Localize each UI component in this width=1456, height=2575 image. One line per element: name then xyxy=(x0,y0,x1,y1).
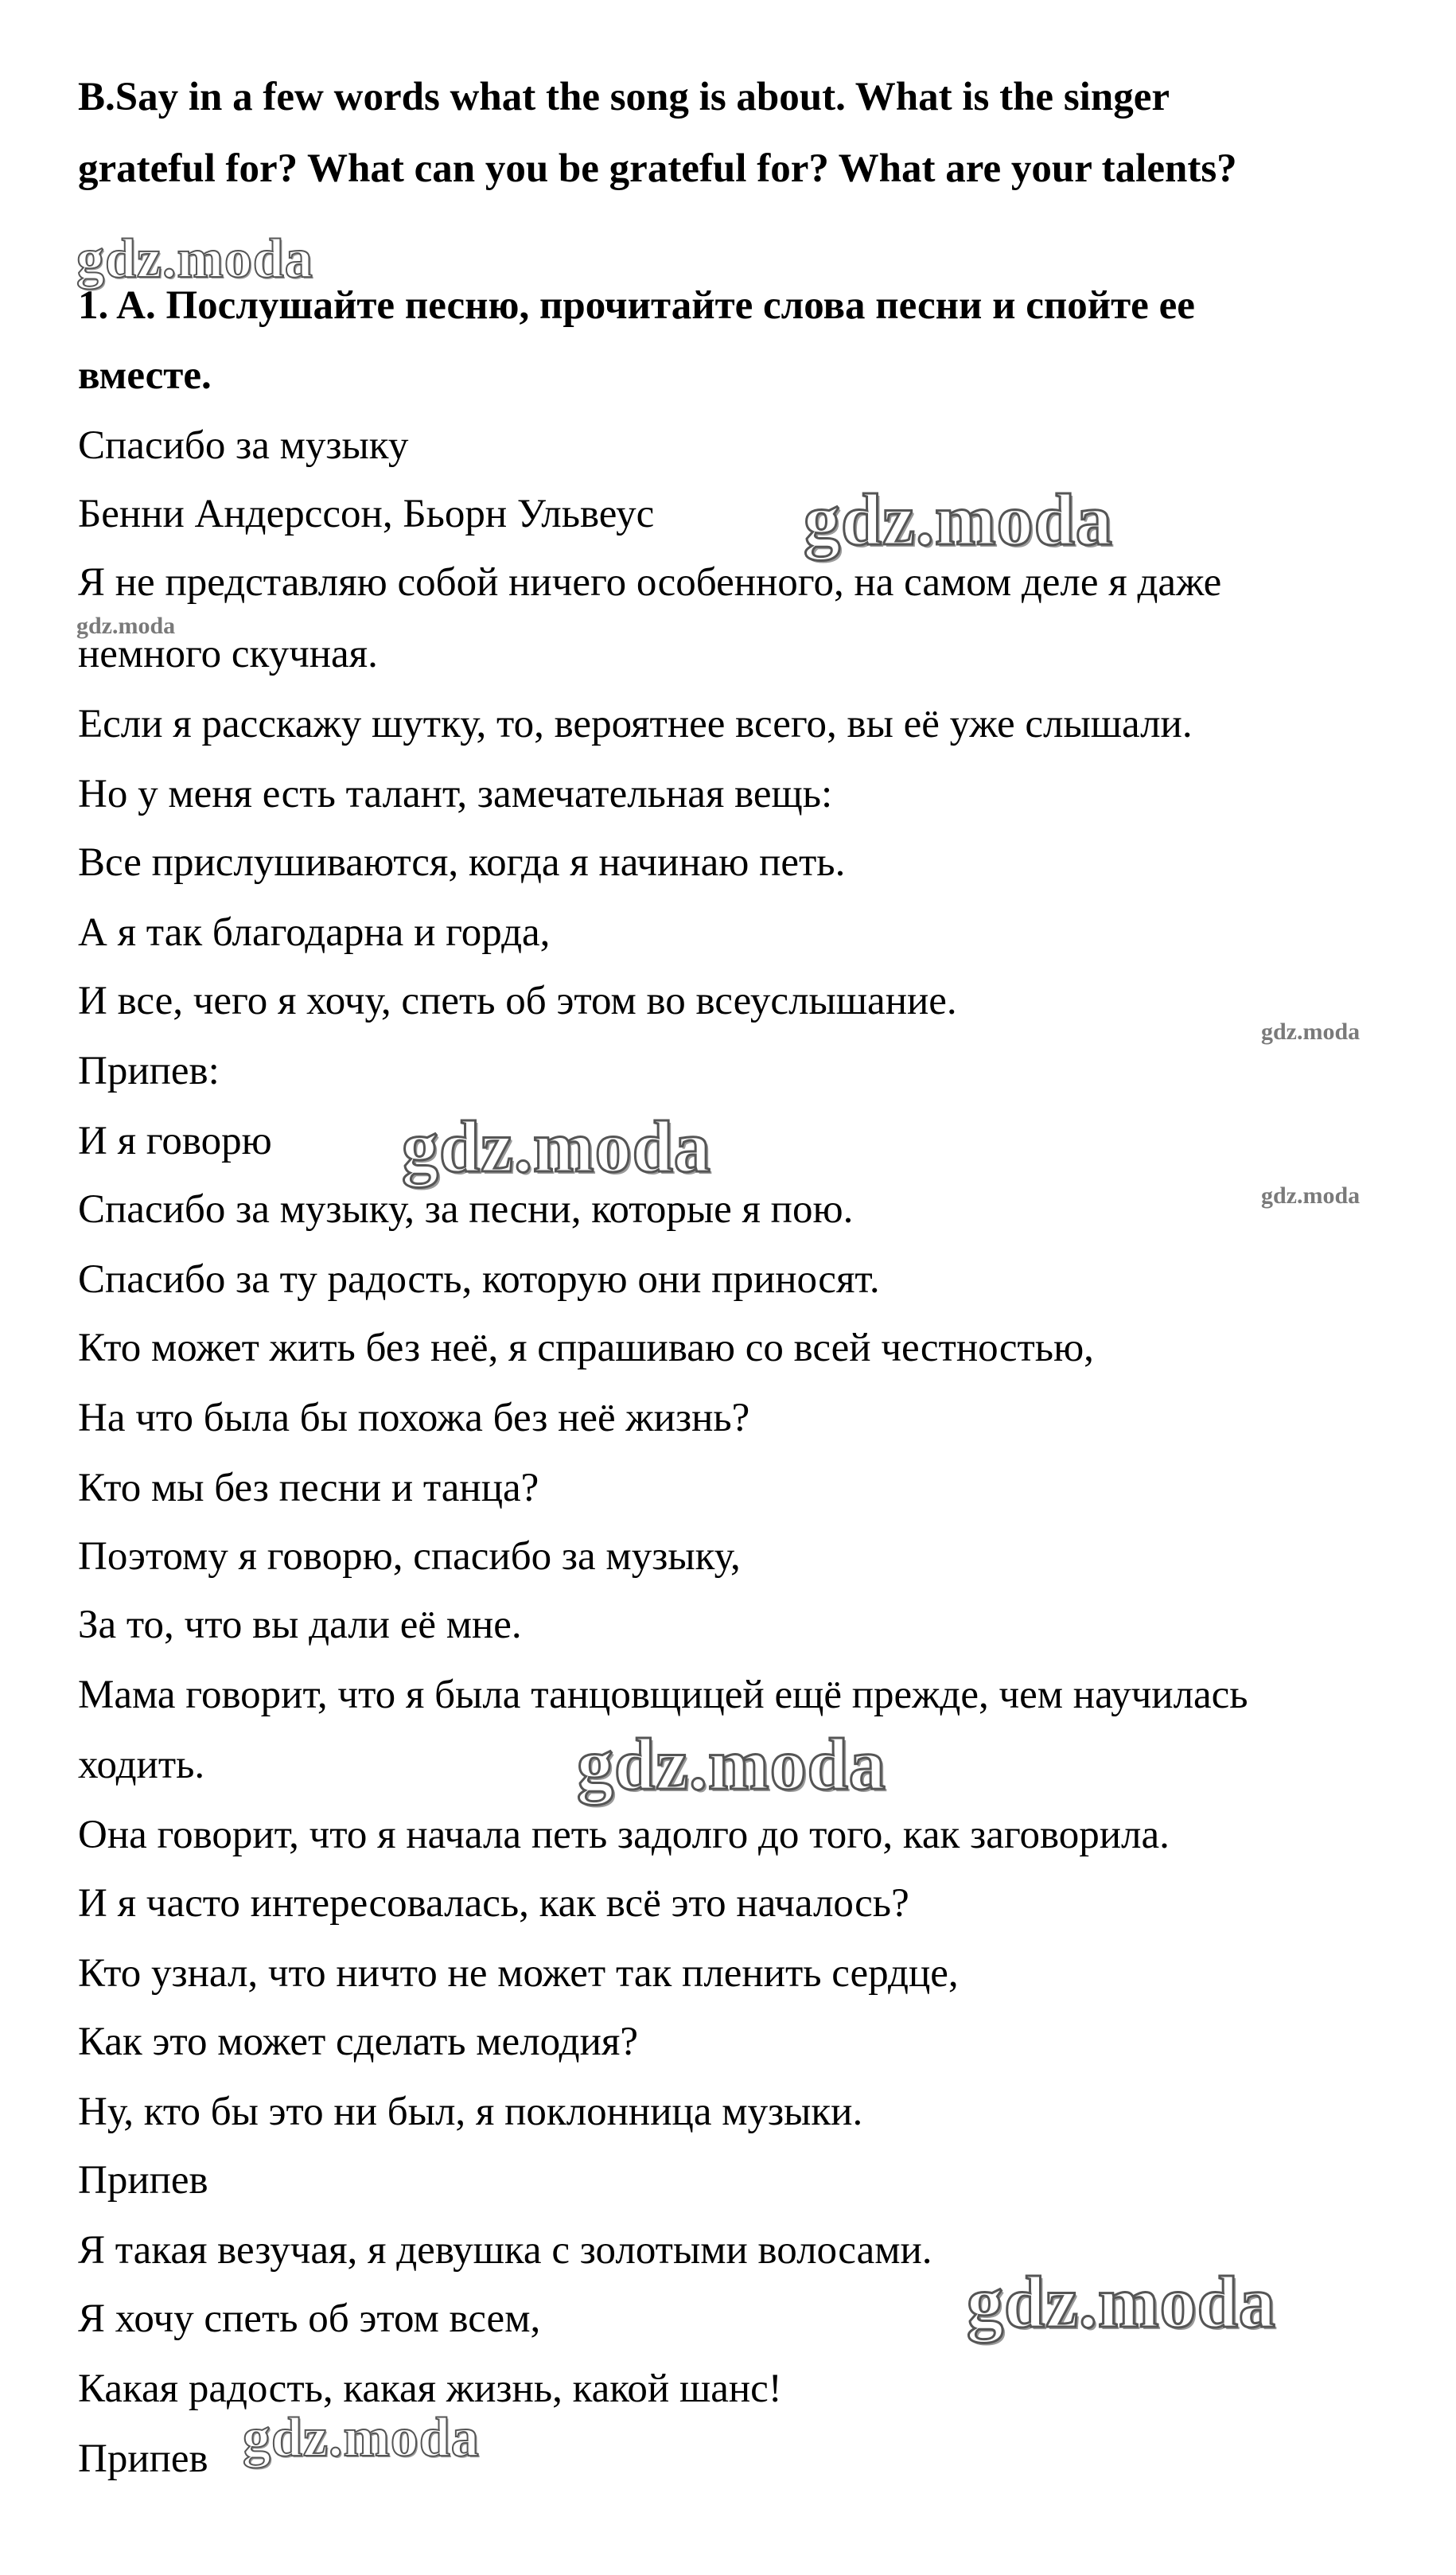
watermark-logo: gdz.moda xyxy=(76,613,176,639)
watermark-logo: gdz.moda xyxy=(243,2407,480,2468)
lyric-line: А я так благодарна и горда, xyxy=(78,910,551,955)
lyric-line: И я часто интересовалась, как всё это началось? xyxy=(78,1881,909,1926)
lyric-line: немного скучная. xyxy=(78,632,378,676)
watermark-logo: gdz.moda xyxy=(76,228,313,290)
lyric-line: Все прислушиваются, когда я начинаю петь. xyxy=(78,840,846,885)
watermark-logo: gdz.moda xyxy=(1261,1019,1361,1045)
lyric-line: Я такая везучая, я девушка с золотыми волосами. xyxy=(78,2228,932,2273)
lyric-line: Спасибо за ту радость, которую они приносят. xyxy=(78,1257,880,1302)
lyric-line: Какая радость, какая жизнь, какой шанс! xyxy=(78,2367,782,2411)
chorus-label: Припев: xyxy=(78,1049,220,1093)
lyric-line: Я хочу спеть об этом всем, xyxy=(78,2296,541,2341)
lyric-line: Она говорит, что я начала петь задолго до того, как заговорила. xyxy=(78,1813,1170,1857)
lyric-line: На что была бы похожа без неё жизнь? xyxy=(78,1396,750,1440)
lyric-line: И я говорю xyxy=(78,1119,272,1163)
song-title: Спасибо за музыку xyxy=(78,423,409,468)
task-1a-line-1: 1. A. Послушайте песню, прочитайте слова песни и спойте ее xyxy=(78,283,1195,328)
chorus-label: Припев xyxy=(78,2437,208,2481)
lyric-line: И все, чего я хочу, спеть об этом во всеуслышание. xyxy=(78,979,957,1023)
chorus-label: Припев xyxy=(78,2158,208,2203)
lyric-line: Спасибо за музыку, за песни, которые я пою. xyxy=(78,1187,854,1232)
lyric-line: За то, что вы дали её мне. xyxy=(78,1603,522,1647)
watermark-logo: gdz.moda xyxy=(804,479,1113,560)
lyric-line: Если я расскажу шутку, то, вероятнее всего, вы её уже слышали. xyxy=(78,702,1193,746)
lyric-line: ходить. xyxy=(78,1743,205,1787)
lyric-line: Ну, кто бы это ни был, я поклонница музыки. xyxy=(78,2090,863,2134)
lyric-line: Но у меня есть талант, замечательная вещь: xyxy=(78,772,833,816)
lyric-line: Кто мы без песни и танца? xyxy=(78,1466,539,1510)
watermark-logo: gdz.moda xyxy=(967,2261,1276,2343)
task-b-line-1: B.Say in a few words what the song is about. What is the singer xyxy=(78,75,1170,119)
task-1a-line-2: вместе. xyxy=(78,353,212,398)
lyric-line: Мама говорит, что я была танцовщицей ещё прежде, чем научилась xyxy=(78,1673,1248,1717)
lyric-line: Я не представляю собой ничего особенного, на самом деле я даже xyxy=(78,560,1222,605)
lyric-line: Как это может сделать мелодия? xyxy=(78,2020,639,2064)
lyric-line: Кто может жить без неё, я спрашиваю со всей честностью, xyxy=(78,1326,1094,1370)
watermark-logo: gdz.moda xyxy=(402,1106,711,1187)
task-b-line-2: grateful for? What can you be grateful for? What are your talents? xyxy=(78,146,1237,191)
lyric-line: Поэтому я говорю, спасибо за музыку, xyxy=(78,1534,741,1579)
song-authors: Бенни Андерссон, Бьорн Ульвеус xyxy=(78,492,655,536)
watermark-logo: gdz.moda xyxy=(1261,1182,1361,1209)
lyric-line: Кто узнал, что ничто не может так пленить сердце, xyxy=(78,1951,959,1996)
watermark-logo: gdz.moda xyxy=(577,1724,886,1805)
